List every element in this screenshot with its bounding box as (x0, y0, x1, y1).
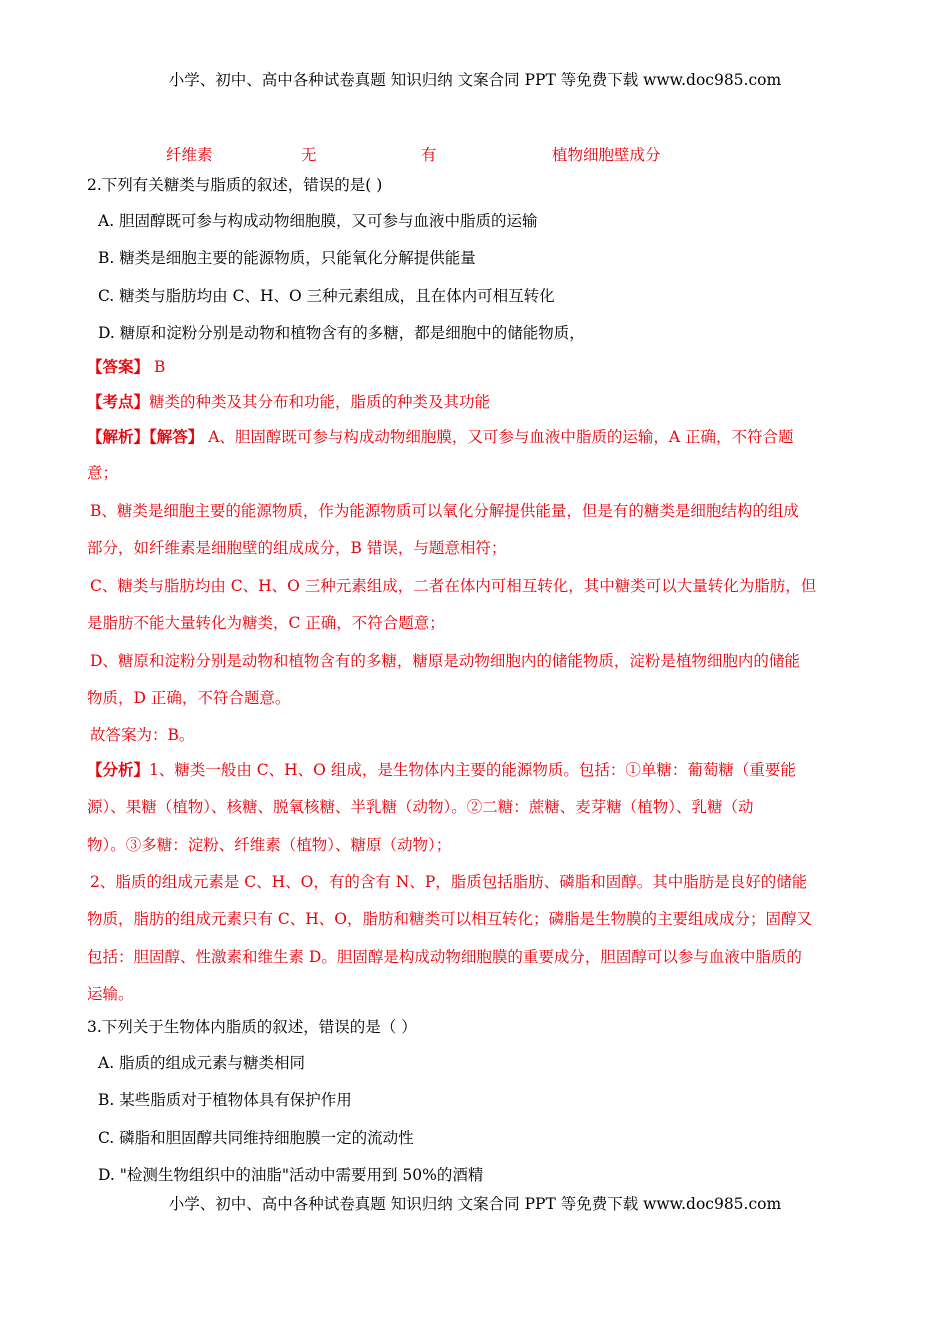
fenxi-line-6: 包括：胆固醇、性激素和维生素 D。胆固醇是构成动物细胞膜的重要成分，胆固醇可以参与血液中脂质的 (87, 948, 802, 966)
answer-label: 【答案】 (87, 357, 150, 376)
fenxi-line-7: 运输。 (87, 985, 134, 1003)
page-header: 小学、初中、高中各种试卷真题 知识归纳 文案合同 PPT 等免费下载 www.doc985.com (168, 71, 782, 89)
kaodian-line (87, 392, 490, 412)
q3-option-d: D. "检测生物组织中的油脂"活动中需要用到 50%的酒精 (98, 1166, 484, 1184)
table-row (0, 143, 950, 165)
kaodian-label: 【考点】 (87, 392, 150, 411)
table-cell-col2: 无 (301, 146, 317, 164)
kaodian-text: 糖类的种类及其分布和功能，脂质的种类及其功能 (149, 393, 491, 411)
fenxi-line-1: 【分析】1、糖类一般由 C、H、O 组成，是生物体内主要的能源物质。包括：①单糖：葡萄糖（重要能 (87, 760, 796, 779)
q2-option-c: C. 糖类与脂肪均由 C、H、O 三种元素组成，且在体内可相互转化 (98, 287, 555, 305)
jiexi-line-4: 部分，如纤维素是细胞壁的组成成分，B 错误，与题意相符； (87, 539, 507, 557)
fenxi-line-2: 源）、果糖（植物）、核糖、脱氧核糖、半乳糖（动物）。②二糖：蔗糖、麦芽糖（植物）、乳糖（动 (87, 798, 754, 816)
jiexi-line-2: 意； (87, 464, 119, 482)
fenxi-line-4: 2、脂质的组成元素是 C、H、O，有的含有 N、P，脂质包括脂肪、磷脂和固醇。其中脂肪是良好的储能 (90, 873, 808, 891)
q3-option-b: B. 某些脂质对于植物体具有保护作用 (98, 1091, 352, 1109)
q2-option-a: A. 胆固醇既可参与构成动物细胞膜，又可参与血液中脂质的运输 (98, 212, 538, 230)
jiexi-line-5: C、糖类与脂肪均由 C、H、O 三种元素组成，二者在体内可相互转化，其中糖类可以大量转化为脂肪，但 (90, 577, 817, 595)
jiexi-line-3: B、糖类是细胞主要的能源物质，作为能源物质可以氧化分解提供能量，但是有的糖类是细胞结构的组成 (90, 502, 799, 520)
answer-line (87, 357, 165, 377)
jiexi-conclusion: 故答案为：B。 (90, 726, 195, 744)
q2-option-d: D. 糖原和淀粉分别是动物和植物含有的多糖，都是细胞中的储能物质， (98, 324, 585, 342)
fenxi-label: 【分析】 (87, 760, 150, 779)
jiexi-label: 【解析】【解答】 (87, 427, 204, 446)
q2-option-b: B. 糖类是细胞主要的能源物质，只能氧化分解提供能量 (98, 249, 476, 267)
fenxi-line-5: 物质，脂肪的组成元素只有 C、H、O，脂肪和糖类可以相互转化；磷脂是生物膜的主要组成成分；固醇又 (87, 910, 813, 928)
jiexi-line-8: 物质，D 正确，不符合题意。 (87, 689, 291, 707)
fenxi-line-3: 物）。③多糖：淀粉、纤维素（植物）、糖原（动物）； (87, 836, 452, 854)
table-cell-name: 纤维素 (166, 146, 213, 164)
table-cell-col3: 有 (421, 146, 437, 164)
q3-stem: 3.下列关于生物体内脂质的叙述，错误的是（ ） (87, 1018, 417, 1036)
jiexi-line-1: 【解析】【解答】 A、胆固醇既可参与构成动物细胞膜，又可参与血液中脂质的运输，A 正确，不符合题 (87, 427, 794, 446)
q3-option-c: C. 磷脂和胆固醇共同维持细胞膜一定的流动性 (98, 1129, 414, 1147)
table-cell-function: 植物细胞壁成分 (552, 146, 661, 164)
page-footer: 小学、初中、高中各种试卷真题 知识归纳 文案合同 PPT 等免费下载 www.doc985.com (168, 1195, 782, 1213)
q3-option-a: A. 脂质的组成元素与糖类相同 (98, 1054, 306, 1072)
jiexi-line-7: D、糖原和淀粉分别是动物和植物含有的多糖，糖原是动物细胞内的储能物质，淀粉是植物细胞内的储能 (90, 652, 800, 670)
answer-value: B (153, 358, 166, 376)
q2-stem: 2.下列有关糖类与脂质的叙述，错误的是( ) (87, 176, 383, 194)
jiexi-line-6: 是脂肪不能大量转化为糖类，C 正确，不符合题意； (87, 614, 445, 632)
